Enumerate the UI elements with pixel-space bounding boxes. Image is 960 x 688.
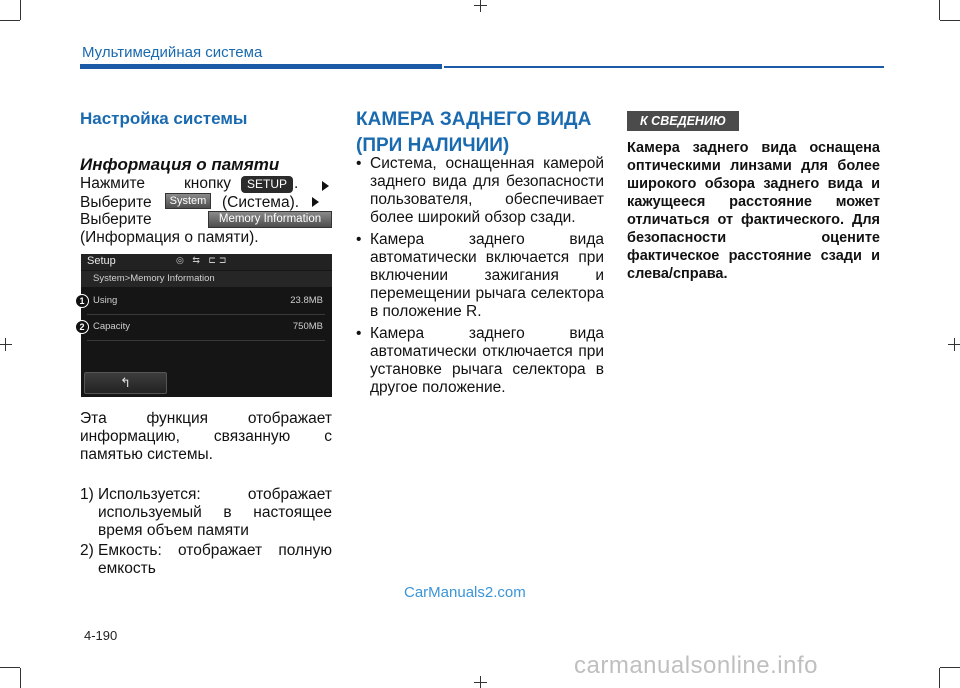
list-item-first-line: Используется: отображает — [98, 486, 332, 503]
instruction-line-1 — [80, 175, 340, 193]
camera-section-title — [356, 107, 591, 159]
using-label: Using — [93, 295, 118, 306]
status-icons: ◎ ⇆ ⊏⊐ — [176, 255, 230, 265]
list-number: 2) — [80, 542, 94, 559]
list-item-first-line: Емкость: отображает полную — [98, 542, 332, 559]
crop-mark — [480, 0, 481, 12]
watermark-text: CarManuals2.com — [404, 584, 526, 601]
crop-mark — [20, 668, 21, 688]
numbered-list — [80, 486, 332, 578]
list-item — [80, 486, 332, 540]
paragraph-rest: информацию, связанную с памятью системы. — [80, 428, 332, 463]
list-item — [80, 542, 332, 578]
crop-mark — [0, 344, 12, 345]
section-title: Настройка системы — [80, 109, 248, 128]
capacity-label: Capacity — [93, 321, 130, 332]
info-tag: К СВЕДЕНИЮ — [627, 111, 739, 131]
screen-header — [81, 254, 332, 270]
instruction-word: Нажмите — [80, 175, 146, 192]
breadcrumb-text: System>Memory Information — [93, 273, 215, 284]
crop-mark — [940, 20, 960, 21]
capacity-row — [81, 315, 332, 340]
instruction-word: кнопку — [184, 175, 232, 192]
row-divider — [87, 340, 325, 341]
back-icon: ↰ — [84, 372, 167, 394]
info-text: Камера заднего вида оснащена оптическими линзами для более широкого обзора заднего вида и кажущееся расстояние может отличаться от фактического. Для безопасности оцените фактическое расстояние сзади и слева/справа. — [627, 140, 880, 282]
memory-info-screenshot — [81, 254, 332, 397]
arrow-right-icon — [322, 181, 329, 191]
bullet-item — [356, 325, 604, 397]
running-head: Мультимедийная система — [82, 44, 263, 61]
bullet-item — [356, 231, 604, 321]
crop-mark — [939, 668, 940, 688]
capacity-value: 750MB — [292, 321, 323, 332]
using-row — [81, 289, 332, 314]
period: . — [294, 175, 299, 192]
crop-mark — [954, 338, 955, 351]
crop-mark — [940, 667, 960, 668]
crop-mark — [5, 338, 6, 351]
instruction-word: Выберите — [80, 211, 152, 228]
crop-mark — [939, 0, 940, 20]
crop-mark — [474, 682, 487, 683]
bullet-icon: • — [356, 325, 362, 342]
callout-2: 2 — [75, 320, 89, 334]
instruction-line-4: (Информация о памяти). — [80, 229, 259, 246]
paragraph-line: Эта функция отображает — [80, 410, 332, 427]
crop-mark — [474, 5, 487, 6]
arrow-right-icon — [312, 197, 319, 207]
instruction-word: Выберите — [80, 194, 152, 211]
description-paragraph — [80, 410, 332, 464]
list-item-text: емкость — [98, 560, 156, 577]
bullet-text: Система, оснащенная камерой заднего вида для безопасности пользователя, обеспечивает более широкий обзор сзади. — [370, 155, 604, 226]
instruction-word: (Система). — [222, 194, 300, 211]
camera-bullets — [356, 155, 604, 401]
bullet-icon: • — [356, 231, 362, 248]
header-rule — [80, 64, 442, 69]
bullet-text: Камера заднего вида автоматически отключается при установке рычага селектора в другое положение. — [370, 325, 604, 396]
setup-button-image: SETUP — [241, 176, 293, 193]
crop-mark — [0, 20, 20, 21]
crop-mark — [20, 0, 21, 20]
using-value: 23.8MB — [290, 295, 323, 306]
screen-breadcrumb — [81, 271, 332, 287]
page-number: 4-190 — [84, 628, 118, 643]
bullet-icon: • — [356, 155, 362, 172]
bullet-item — [356, 155, 604, 227]
list-item-text: используемый в настоящее время объем памяти — [98, 504, 332, 539]
list-number: 1) — [80, 486, 94, 503]
title-line: КАМЕРА ЗАДНЕГО ВИДА — [356, 109, 592, 130]
header-rule-thin — [444, 66, 884, 68]
system-button-image: System — [165, 193, 211, 209]
screen-title: Setup — [87, 255, 116, 267]
bullet-text: Камера заднего вида автоматически включается при включении зажигания и перемещении рычага селектора в положение R. — [370, 231, 604, 320]
crop-mark — [0, 667, 20, 668]
callout-1: 1 — [75, 294, 89, 308]
title-line: (ПРИ НАЛИЧИИ) — [356, 135, 510, 156]
memory-information-button-image: Memory Information — [208, 211, 332, 228]
subsection-title: Информация о памяти — [80, 155, 280, 174]
site-watermark: carmanualsonline.info — [574, 652, 818, 679]
